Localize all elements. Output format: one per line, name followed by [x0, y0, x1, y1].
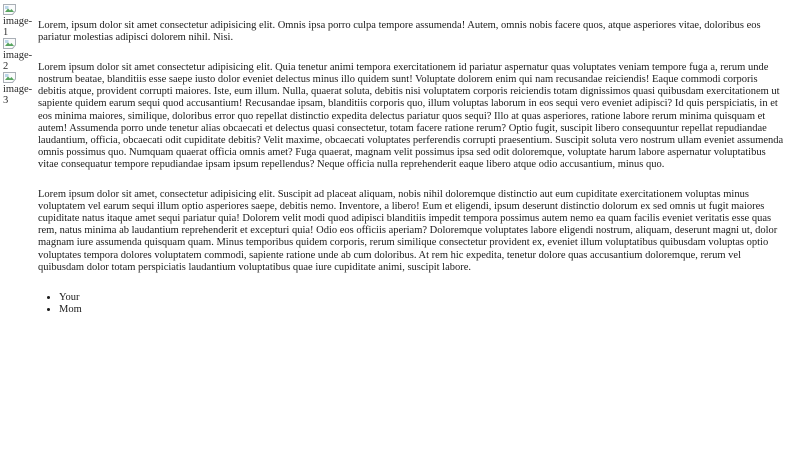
broken-image-alt-number: 3 [3, 95, 9, 106]
broken-image-icon [3, 38, 38, 49]
paragraph-3: Lorem ipsum dolor sit amet, consectetur adipisicing elit. Suscipit ad placeat aliquam, nobis nihil doloremque distinctio aut eum cupiditate exercitationem voluptas minus voluptatem vel earum sequi illum optio asperiores saepe, debitis nemo. Inventore, a libero! Eum et eligendi, ipsum deserunt distinctio dolorum ex sed omnis ut fugit maiores cupiditate natus itaque amet sequi pariatur quia! Dolorem velit modi quod adipisci blanditiis impedit tempora possimus autem nemo ea quam facilis eveniet veritatis esse quas rem, natus minima ab laudantium reprehenderit et excepturi quia! Odio eos officiis aperiam? Doloremque voluptates labore eligendi nostrum, aliquam, deserunt magni ut, dolor magnam iure assumenda quisquam quam. Minus temporibus quidem corporis, rerum similique consectetur provident ex, eveniet illum voluptatibus quibusdam voluptas optio voluptates tempora dolores voluptatem commodi, sapiente ratione unde ab cum doloribus. At rem hic expedita, tenetur dolore quas accusantium doloremque, rerum vel quibusdam dolor totam perspiciatis laudantium voluptatibus quae iure cupiditate animi, suscipit labore. [38, 189, 778, 273]
list-item-mom: • Mom [59, 304, 787, 316]
list-item-your: • Your [59, 292, 787, 304]
broken-image-alt-number: 1 [3, 27, 9, 38]
broken-image-alt-text: image- [3, 16, 33, 27]
broken-image-alt-text: image- [3, 50, 33, 61]
broken-image-alt-number: 2 [3, 61, 9, 72]
broken-image-3 [3, 72, 38, 106]
broken-image-2 [3, 38, 38, 72]
bullet-list [38, 292, 787, 316]
broken-images-column [3, 4, 38, 106]
broken-image-icon [3, 72, 38, 83]
paragraph-2: Lorem ipsum dolor sit amet consectetur adipisicing elit. Quia tenetur animi tempora exercitationem id pariatur aspernatur quas voluptates veniam tempore fuga a, rerum unde nostrum beatae, blanditiis esse saepe iusto dolor eveniet delectus minus illo quidem sunt! Voluptate dolorem enim qui nam recusandae reiciendis! Eaque commodi corporis debitis atque, provident corrupti maiores. Iste, eum illum. Nulla, quaerat soluta, debitis nisi voluptatem corporis reiciendis totam dignissimos quasi quibusdam exercitationem ut sapiente quidem earum sequi quod accusantium! Recusandae ipsam, blanditiis corporis quo, illum voluptas laborum in eos sequi vero eveniet adipisci? Id quis perspiciatis, in et eos minima maiores, similique, doloribus error quo repellat distinctio expedita delectus pariatur quos sequi? Illo at quas asperiores, ratione labore rerum minima quisquam et autem! Assumenda porro unde tenetur alias obcaecati et delectus quasi consectetur, totam facere ratione rerum? Optio fugit, suscipit libero consequuntur repellat repudiandae laudantium, officia, obcaecati odit cupiditate debitis? Velit maxime, obcaecati voluptates perferendis corrupti praesentium. Suscipit soluta vero nostrum ullam eveniet assumenda omnis possimus quo. Numquam quaerat officia omnis amet? Fuga quaerat, magnam velit possimus ipsa sed odit doloremque, voluptate harum labore aspernatur voluptatibus vitae consequatur tempore repudiandae ipsam ipsum repellendus? Neque officia nulla reprehenderit eaque libero atque odio accusantium, minus quo. [38, 62, 784, 170]
paragraph-1: Lorem, ipsum dolor sit amet consectetur adipisicing elit. Omnis ipsa porro culpa tempore assumenda! Autem, omnis nobis facere quos, atque asperiores vitae, doloribus eos pariatur molestias adipisci dolorem nihil. Nisi. [38, 20, 761, 44]
broken-image-alt-text: image- [3, 84, 33, 95]
content-column [38, 4, 787, 325]
broken-image-1 [3, 4, 38, 38]
broken-image-icon [3, 4, 38, 15]
